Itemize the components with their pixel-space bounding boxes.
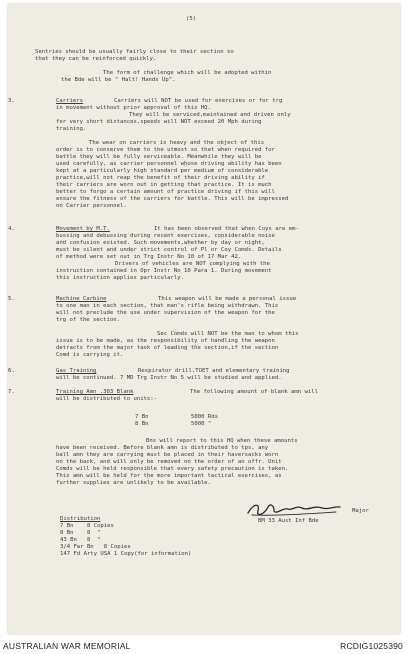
section-line: battle they will be fully serviceable. Meanwhile they will be xyxy=(56,154,262,160)
closing-line: Bns will report to this HQ when these amounts xyxy=(146,438,298,444)
section-line: This weapon will be made a personal issue xyxy=(158,296,297,302)
closing-line: have been received. Before blank amn is distributed to tps, any xyxy=(56,445,269,451)
distribution-line: 8 Bn 8 " xyxy=(60,530,101,536)
section-title: Training Amn .303 Blank xyxy=(56,389,134,395)
section-title: Movement by M.T. xyxy=(56,226,110,232)
page-number: (5) xyxy=(186,16,197,22)
section-title: Carriers xyxy=(56,98,83,104)
section-number: 4. xyxy=(8,226,15,232)
ammo-unit: 8 Bn xyxy=(135,421,149,427)
distribution-line: 43 Bn 8 " xyxy=(60,537,101,543)
section-line: this instruction applies particularly. xyxy=(56,275,184,281)
archive-footer xyxy=(0,636,407,654)
section-line: trg of the section. xyxy=(56,317,120,323)
section-line: practice,will not reap the benefit of their driving ability if xyxy=(56,175,265,181)
section-line: It has been observed that when Coys are em- xyxy=(154,226,299,232)
ammo-unit: 7 Bn xyxy=(135,414,149,420)
section-number: 3. xyxy=(8,98,15,104)
section-line: issue is to be made, as the responsibility of handling the weapon xyxy=(56,338,275,344)
section-number: 5. xyxy=(8,296,15,302)
distribution-line: 3/4 Fwr Bn 8 Copies xyxy=(60,544,131,550)
ammo-qty: 5000 " xyxy=(191,421,212,427)
section-title: Gas Training xyxy=(56,368,97,374)
section-line: will be continued. 7 MD Trg Instr No 5 will be studied and applied. xyxy=(56,375,282,381)
section-line: training. xyxy=(56,126,87,132)
distribution-title: Distribution xyxy=(60,516,101,522)
section-line: Carriers will NOT be used for exercises or for trg xyxy=(114,98,283,104)
signatory-unit: BM 33 Aust Inf Bde xyxy=(258,518,319,524)
intro-line: that they can be reinforced quickly. xyxy=(35,56,157,62)
closing-line: on the back, and will only be removed on the order of an offr. Unit xyxy=(56,459,282,465)
section-line: their carriers are worn out in getting that practice. It is much xyxy=(56,182,272,188)
closing-line: This amn will be held for the more important tactical exercises, as xyxy=(56,473,282,479)
section-line: and confusion existed. Such movements,whether by day or night, xyxy=(56,240,265,246)
section-line: ensure the fitness of the carriers for battle. This will be impressed xyxy=(56,196,289,202)
section-line: better to forgo a certain amount of practice driving if this will xyxy=(56,189,275,195)
section-line: in movement without prior approval of this HQ. xyxy=(56,105,211,111)
intro-line: Sentries should be usually fairly close to their section so xyxy=(35,49,234,55)
distribution-line: 7 Bn 8 Copies xyxy=(60,523,114,529)
section-line: to one man in each section, that man's rifle being withdrawn. This xyxy=(56,303,279,309)
section-line: bussing and debussing during recent exercises, considerable noise xyxy=(56,233,275,239)
footer-source: AUSTRALIAN WAR MEMORIAL xyxy=(3,641,131,651)
section-line: will be distributed to units:- xyxy=(56,396,158,402)
distribution-line: 147 Fd Arty USA 1 Copy(for information) xyxy=(60,551,192,557)
section-line: Comd is carrying it. xyxy=(56,352,124,358)
signatory-rank: Major xyxy=(352,508,369,514)
section-line: will not preclude the use under supervision of the weapon for the xyxy=(56,310,275,316)
closing-line: further supplies are unlikely to be available. xyxy=(56,480,211,486)
section-number: 6. xyxy=(8,368,15,374)
section-line: used carefully, as carrier personnel whose driving ability has been xyxy=(56,161,282,167)
footer-record-id: RCDIG1025390 xyxy=(340,641,403,651)
document-body xyxy=(8,4,400,634)
ammo-qty: 5000 Rds xyxy=(191,414,218,420)
section-line: detracts from the major task of leading the section,if the section xyxy=(56,345,279,351)
section-line: The wear on carriers is heavy and the object of this xyxy=(89,140,265,146)
section-line: instruction contained in Opr Instr No 10 Para 1. During movement xyxy=(56,268,272,274)
section-number: 7. xyxy=(8,389,15,395)
section-line: kept at a particularly high standard per medium of considerable xyxy=(56,168,269,174)
intro-line: the Bde will be " Halt! Hands Up". xyxy=(61,77,176,83)
section-line: for very short distances,speeds will NOT exceed 20 Mph during xyxy=(56,119,262,125)
document-page xyxy=(8,4,400,634)
section-line: on Carrier personnel. xyxy=(56,203,127,209)
section-line: Respirator drill,TOET and elementary training xyxy=(138,368,290,374)
section-line: must be silent and under strict control of Pl or Coy Comds. Details xyxy=(56,247,282,253)
section-line: of method were set out in Trg Instr No 10 of 17 Mar 42. xyxy=(56,254,242,260)
closing-line: Comds will be held responsible that every safety precaution is taken. xyxy=(56,466,289,472)
section-line: Drivers of vehicles are NOT complying with the xyxy=(115,261,270,267)
intro-line: The form of challenge which will be adopted within xyxy=(103,70,272,76)
section-line: The following amount of blank amn will xyxy=(190,389,318,395)
section-title: Machine Carbine xyxy=(56,296,107,302)
closing-line: ball amn they are carrying must be placed in their haversacks worn xyxy=(56,452,279,458)
section-line: They will be serviced,maintained and driven only xyxy=(129,112,291,118)
section-line: Sec Comds will NOT be the man to whom this xyxy=(157,331,299,337)
section-line: order is to conserve them to the utmost so that when required for xyxy=(56,147,275,153)
